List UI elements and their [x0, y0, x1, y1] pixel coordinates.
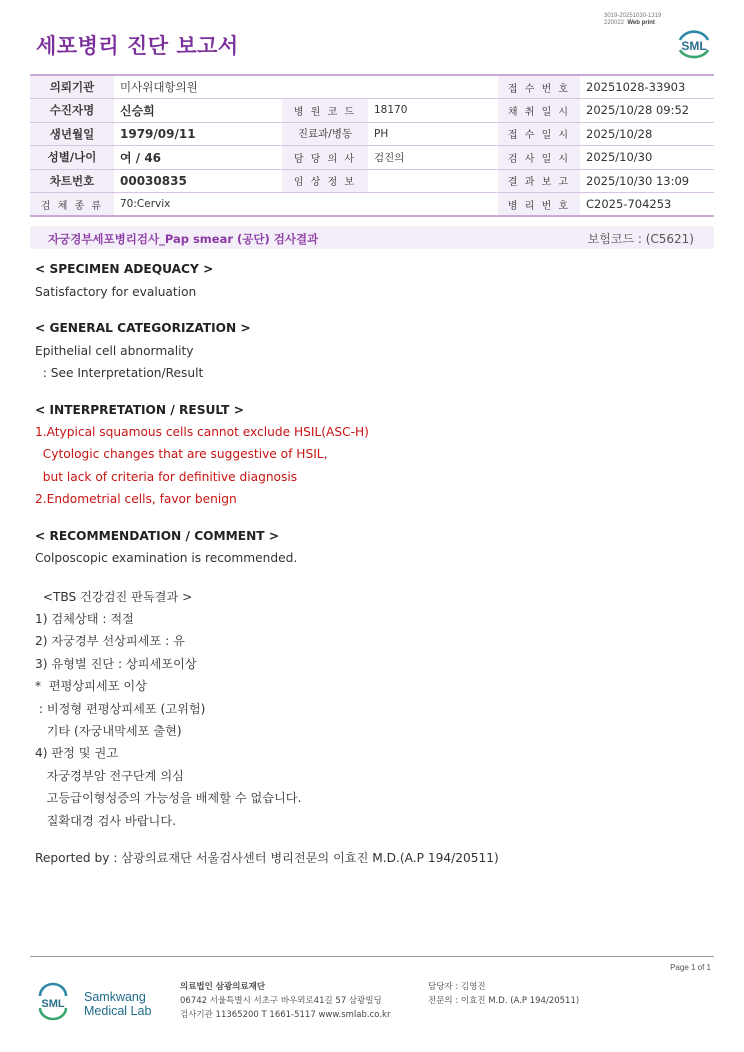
label-chart-no: 차트번호 [30, 169, 114, 193]
reported-by: Reported by : 삼광의료재단 서울검사센터 병리전문의 이효진 M.D.(A.P 194/20511) [35, 851, 499, 865]
print-meta [604, 13, 661, 27]
label-patient-name: 수진자명 [30, 99, 114, 123]
value-birth-date: 1979/09/11 [114, 122, 282, 146]
tbs-line: * 편평상피세포 이상 [35, 679, 147, 693]
exam-title-band [30, 226, 714, 249]
value-receipt-time: 2025/10/28 [580, 122, 714, 146]
sml-logo-icon [674, 26, 714, 62]
label-pathology-no: 병 리 번 호 [498, 193, 580, 217]
label-receipt-time: 접 수 일 시 [498, 122, 580, 146]
org-name: 의료법인 삼광의료재단 [180, 982, 266, 992]
adequacy-text: Satisfactory for evaluation [35, 285, 197, 299]
tbs-line: : 비정형 편평상피세포 (고위험) [35, 702, 206, 716]
category-text: Epithelial cell abnormality [35, 344, 194, 358]
logo-bottom-text: SML [41, 998, 65, 1010]
tbs-line: 2) 자궁경부 선상피세포 : 유 [35, 634, 185, 648]
category-heading: < GENERAL CATEGORIZATION > [35, 321, 251, 335]
value-exam-date: 2025/10/30 [580, 146, 714, 170]
tbs-heading: <TBS 건강검진 판독결과 > [35, 590, 193, 604]
recommendation-text: Colposcopic examination is recommended. [35, 551, 298, 565]
label-receipt-no: 접 수 번 호 [498, 75, 580, 99]
result-line: 2.Endometrial cells, favor benign [35, 492, 237, 506]
label-birth-date: 생년월일 [30, 122, 114, 146]
exam-title: 자궁경부세포병리검사_Pap smear (공단) 검사결과 [48, 232, 319, 246]
label-exam-date: 검 사 일 시 [498, 146, 580, 170]
patient-info-table [30, 74, 714, 217]
sml-logo-icon [36, 980, 70, 1022]
brand-name [84, 990, 151, 1018]
report-title: 세포병리 진단 보고서 [36, 34, 239, 58]
print-meta-label: Web print [627, 20, 655, 26]
label-collection-time: 채 취 일 시 [498, 99, 580, 123]
recommendation-heading: < RECOMMENDATION / COMMENT > [35, 529, 280, 543]
label-physician: 담 당 의 사 [282, 146, 368, 170]
value-physician: 검진의 [368, 146, 498, 170]
info-row [30, 193, 714, 217]
info-row [30, 169, 714, 193]
value-hospital-code: 18170 [368, 99, 498, 123]
value-chart-no: 00030835 [114, 169, 282, 193]
logo-top-text: SML [681, 39, 707, 53]
tbs-line: 고등급이형성증의 가능성을 배제할 수 없습니다. [35, 791, 302, 805]
info-row [30, 122, 714, 146]
footer-org-info [180, 980, 390, 1022]
tbs-line: 3) 유형별 진단 : 상피세포이상 [35, 657, 197, 671]
value-patient-name: 신승희 [114, 99, 282, 123]
brand-line: Medical Lab [84, 1004, 152, 1018]
info-row [30, 75, 714, 99]
result-heading: < INTERPRETATION / RESULT > [35, 403, 244, 417]
adequacy-heading: < SPECIMEN ADEQUACY > [35, 262, 214, 276]
result-line: but lack of criteria for definitive diagnosis [35, 470, 298, 484]
result-line: Cytologic changes that are suggestive of HSIL, [35, 447, 328, 461]
org-address: 06742 서울특별시 서초구 바우뫼로41길 57 삼광빌딩 [180, 996, 382, 1006]
label-hospital-code: 병 원 코 드 [282, 99, 368, 123]
value-result-report: 2025/10/30 13:09 [580, 169, 714, 193]
org-contact: 검사기관 11365200 T 1661-5117 www.smlab.co.kr [180, 1010, 391, 1020]
value-pathology-no: C2025-704253 [580, 193, 714, 217]
tbs-line: 1) 검체상태 : 적절 [35, 612, 134, 626]
staff-in-charge: 담당자 : 김영진 [428, 982, 486, 992]
value-receipt-no: 20251028-33903 [580, 75, 714, 99]
footer-divider [30, 956, 714, 957]
footer-staff-info [428, 980, 579, 1008]
brand-line: Samkwang [84, 990, 146, 1004]
tbs-line: 질확대경 검사 바랍니다. [35, 814, 176, 828]
value-clinical-info [368, 169, 498, 193]
value-collection-time: 2025/10/28 09:52 [580, 99, 714, 123]
value-sex-age: 여 / 46 [114, 146, 282, 170]
print-meta-code: 220022 [604, 20, 625, 26]
label-specimen-type: 검 체 종 류 [30, 193, 114, 217]
print-meta-web [604, 20, 661, 27]
label-clinical-info: 임 상 정 보 [282, 169, 368, 193]
category-see: : See Interpretation/Result [35, 366, 204, 380]
label-result-report: 결 과 보 고 [498, 169, 580, 193]
info-row [30, 99, 714, 123]
page-number: Page 1 of 1 [670, 963, 711, 972]
value-specimen-type: 70:Cervix [114, 193, 498, 217]
label-sex-age: 성별/나이 [30, 146, 114, 170]
insurance-code: 보험코드 : (C5621) [587, 232, 694, 246]
result-line: 1.Atypical squamous cells cannot exclude HSIL(ASC-H) [35, 425, 369, 439]
tbs-line: 4) 판정 및 권고 [35, 746, 118, 760]
print-meta-id: 3019-20251030-1319 [604, 13, 662, 19]
info-row [30, 146, 714, 170]
value-department: PH [368, 122, 498, 146]
tbs-line: 자궁경부암 전구단계 의심 [35, 769, 184, 783]
tbs-line: 기타 (자궁내막세포 출현) [35, 724, 182, 738]
label-department: 진료과/병동 [282, 122, 368, 146]
label-requesting-org: 의뢰기관 [30, 75, 114, 99]
pathologist: 전문의 : 이효진 M.D. (A.P 194/20511) [428, 996, 580, 1006]
value-requesting-org: 미사위대항의원 [114, 75, 498, 99]
